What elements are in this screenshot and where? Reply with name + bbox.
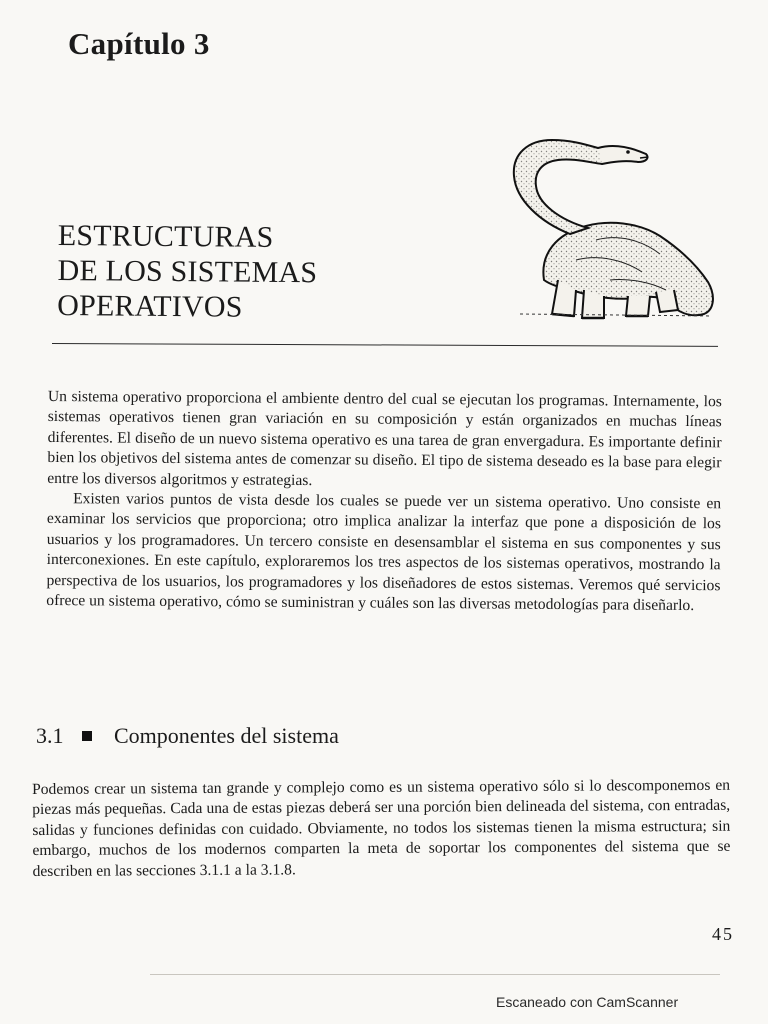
chapter-title-line: DE LOS SISTEMAS <box>57 253 318 290</box>
intro-text <box>46 387 722 617</box>
scanner-watermark: Escaneado con CamScanner <box>496 994 679 1010</box>
section-number: 3.1 <box>36 723 64 748</box>
chapter-title-line: OPERATIVOS <box>57 288 243 324</box>
chapter-title-line: ESTRUCTURAS <box>57 218 274 254</box>
page-number: 45 <box>712 924 734 944</box>
section-paragraph: Podemos crear un sistema tan grande y complejo como es un sistema operativo sólo si lo descomponemos en piezas más pequeñas. Cada una de estas piezas deberá ser una porción bien delineada del sistema, con entradas, salidas y funciones definidas con cuidado. Obviamente, no todos los sistemas tienen la misma estructura; sin embargo, muchos de los modernos comparten la meta de soportar los componentes del sistema que se describen en las secciones 3.1.1 a la 3.1.8. <box>32 776 731 880</box>
dinosaur-icon <box>500 130 722 326</box>
title-divider <box>52 343 718 347</box>
page-edge-line <box>150 974 720 975</box>
section-title: Componentes del sistema <box>114 723 339 748</box>
intro-paragraph: Existen varios puntos de vista desde los cuales se puede ver un sistema operativo. Uno consiste en examinar los servicios que proporciona; otro implica analizar la interfaz que pone a disposición de los usuarios y los programadores. Un tercero consiste en desensamblar el sistema en sus componentes y sus interconexiones. En este capítulo, exploraremos los tres aspectos de los sistemas operativos, mostrando la perspectiva de los usuarios, los programadores y los diseñadores de estos sistemas. Veremos qué servicios ofrece un sistema operativo, cómo se suministran y cuáles son las diversas metodologías para diseñarlo. <box>46 490 722 615</box>
section-body <box>32 776 731 882</box>
chapter-label: Capítulo 3 <box>68 26 210 61</box>
square-bullet-icon <box>82 731 92 741</box>
chapter-title <box>57 218 318 325</box>
section-heading <box>36 723 339 749</box>
intro-paragraph: Un sistema operativo proporciona el ambiente dentro del cual se ejecutan los programas. Internamente, los sistemas operativos tienen gran variación en su composición y están organizados en muchas líneas diferentes. El diseño de un nuevo sistema operativo es una tarea de gran envergadura. Es importante definir bien los objetivos del sistema antes de comenzar su diseño. El tipo de sistema deseado es la base para elegir entre los diversos algoritmos y estrategias. <box>47 387 722 489</box>
